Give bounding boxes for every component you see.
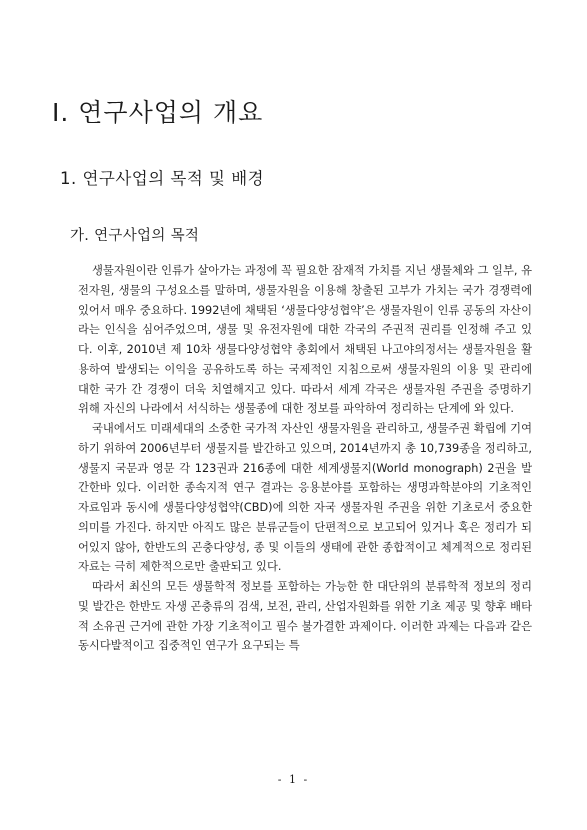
paragraph: 국내에서도 미래세대의 소중한 국가적 자산인 생물자원을 관리하고, 생물주권 확립에 기여하기 위하여 2006년부터 생물지를 발간하고 있으며, 2014년까지 총 10,739종을 정리하고, 생물지 국문과 영문 각 123권과 216종에 대한 세계생물지(World monograph) 2권을 발간한바 있다. 이러한 종속지적 연구 결과는 응용분야를 포함하는 생명과학분야의 기초적인 자료임과 동시에 생물다양성협약(CBD)에 의한 자국 생물자원 주권을 위한 기초로서 중요한 의미를 가진다. 하지만 아직도 많은 분류군들이 단편적으로 보고되어 있거나 혹은 정리가 되어있지 않아, 한반도의 곤충다양성, 종 및 이들의 생태에 관한 종합적이고 체계적으로 정리된 자료는 극히 제한적으로만 출판되고 있다. [78, 422, 532, 574]
page-number: - 1 - [277, 773, 310, 786]
paragraph: 생물자원이란 인류가 살아가는 과정에 꼭 필요한 잠재적 가치를 지닌 생물체와 그 일부, 유전자원, 생물의 구성요소를 말하며, 생물자원을 이용해 창출된 고부가 가치는 국가 경쟁력에 있어서 매우 중요하다. 1992년에 채택된 ‘생물다양성협약’은 생물자원이 인류 공동의 자산이라는 인식을 심어주었으며, 생물 및 유전자원에 대한 각국의 주권적 권리를 인정해 주고 있다. 이후, 2010년 제 10차 생물다양성협약 총회에서 채택된 나고야의정서는 생물자원을 활용하여 발생되는 이익을 공유하도록 하는 국제적인 지침으로써 생물자원의 이용 및 관리에 대한 국가 간 경쟁이 더욱 치열해지고 있다. 따라서 세계 각국은 생물자원 주권을 증명하기 위해 자신의 나라에서 서식하는 생물종에 대한 정보를 파악하여 정리하는 단계에 와 있다. [78, 264, 532, 416]
section-title: 1. 연구사업의 목적 및 배경 [60, 169, 265, 188]
subsection-title: 가. 연구사업의 목적 [70, 228, 200, 244]
body-text [78, 261, 532, 656]
paragraph: 따라서 최신의 모든 생물학적 정보를 포함하는 가능한 한 대단위의 분류학적 정보의 정리 및 발간은 한반도 자생 곤충류의 검색, 보전, 관리, 산업자원화를 위한 기초 제공 및 향후 배타적 소유권 근거에 관한 가장 기초적이고 필수 불가결한 과제이다. 이러한 과제는 다음과 같은 동시다발적이고 집중적인 연구가 요구되는 특 [78, 580, 532, 653]
chapter-title: I. 연구사업의 개요 [52, 98, 264, 127]
